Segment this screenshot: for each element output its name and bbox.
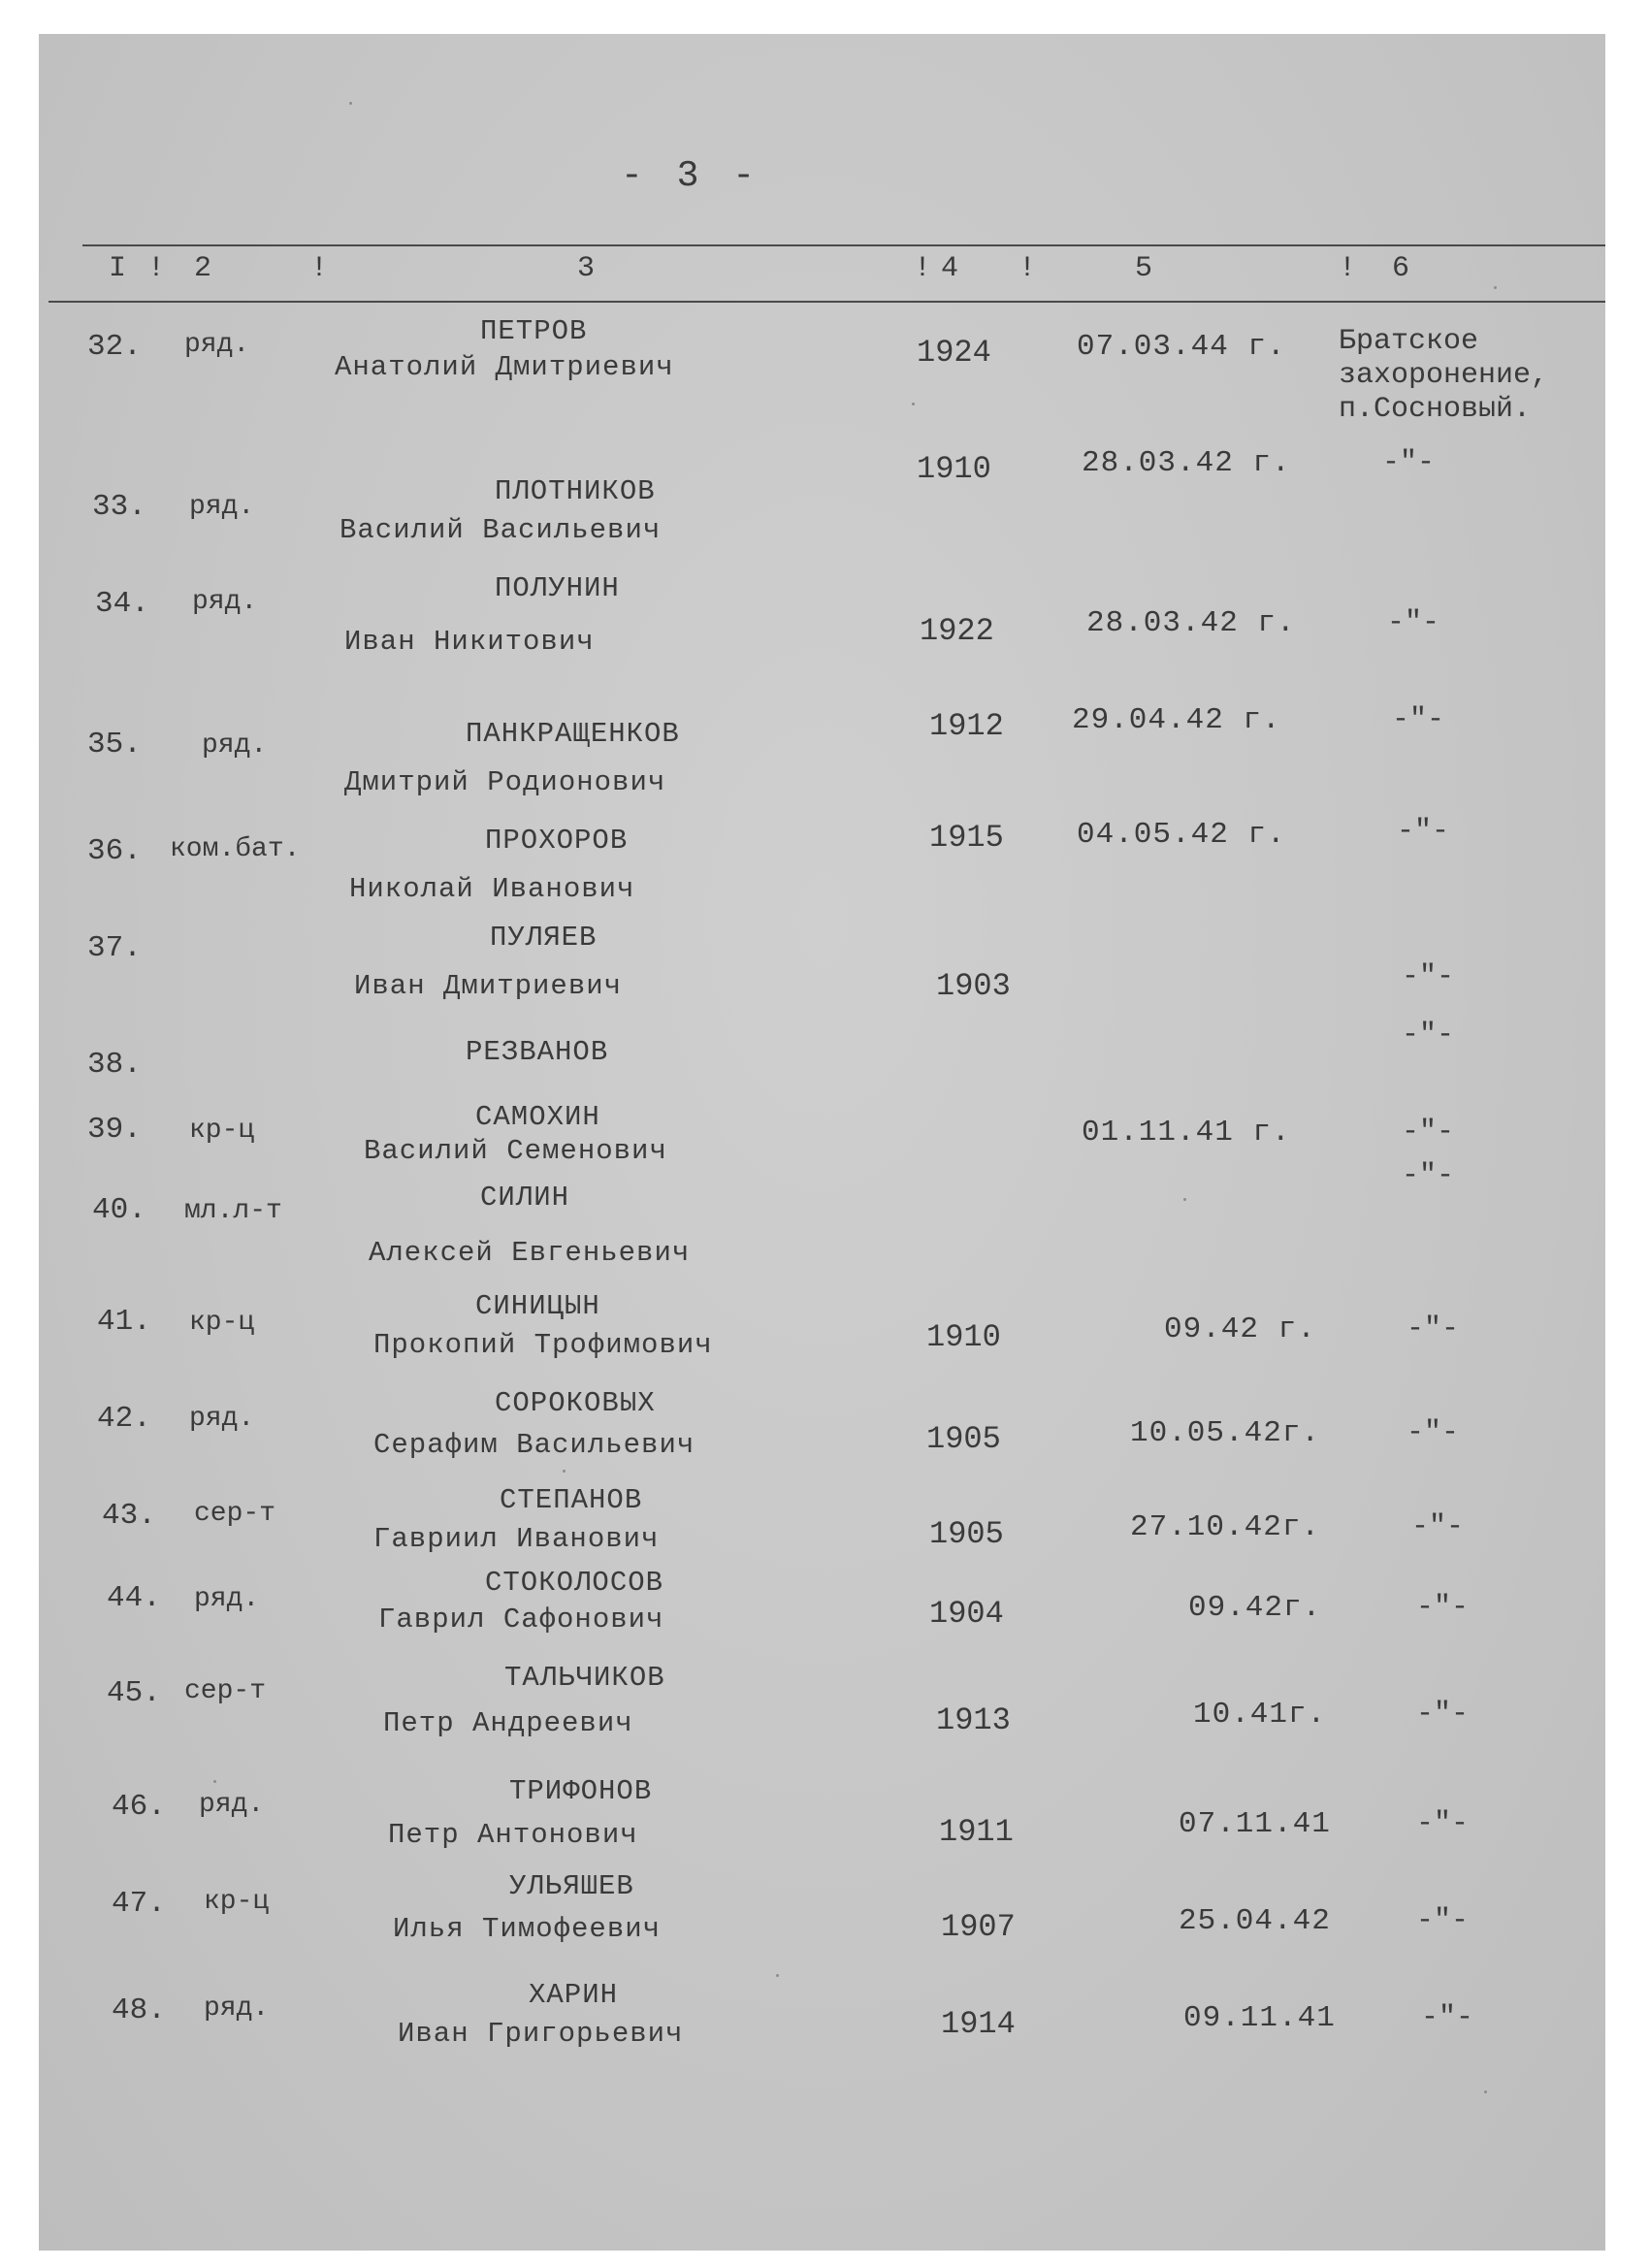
surname: ПАНКРАЩЕНКОВ — [466, 718, 680, 750]
rank: ряд. — [189, 492, 255, 522]
burial-place: -"- — [1421, 2001, 1474, 2034]
death-date: 09.42г. — [1188, 1591, 1322, 1625]
column-header-1: I — [109, 252, 127, 285]
surname: СИНИЦЫН — [475, 1290, 600, 1322]
paper-speck — [912, 403, 915, 405]
rank: ряд. — [204, 1993, 270, 2024]
death-date: 07.11.41 — [1179, 1807, 1331, 1841]
burial-place: -"- — [1406, 1416, 1460, 1449]
rank: кр-ц — [204, 1887, 270, 1917]
given-name: Василий Васильевич — [340, 514, 662, 546]
rank: кр-ц — [189, 1308, 255, 1338]
death-date: 10.41г. — [1193, 1698, 1327, 1732]
row-number: 40. — [92, 1193, 146, 1227]
row-number: 46. — [112, 1790, 166, 1824]
burial-place: -"- — [1402, 1019, 1455, 1052]
rank: мл.л-т — [184, 1196, 282, 1226]
row-number: 37. — [87, 931, 142, 965]
rank: ряд. — [189, 1404, 255, 1434]
column-header-6: 6 — [1392, 252, 1410, 285]
death-date: 25.04.42 — [1179, 1904, 1331, 1938]
row-number: 34. — [95, 587, 149, 621]
paper-speck — [1484, 2090, 1487, 2093]
death-date: 09.42 г. — [1164, 1312, 1316, 1346]
birth-year: 1911 — [939, 1814, 1014, 1850]
row-number: 39. — [87, 1113, 142, 1147]
surname: ТАЛЬЧИКОВ — [504, 1662, 665, 1694]
death-date: 28.03.42 г. — [1082, 446, 1291, 480]
surname: ПУЛЯЕВ — [490, 922, 598, 954]
column-separator: ! — [1018, 252, 1037, 285]
burial-place: -"- — [1416, 1807, 1470, 1840]
death-date: 07.03.44 г. — [1077, 330, 1286, 364]
column-header-2: 2 — [194, 252, 212, 285]
header-top-rule — [82, 244, 1605, 246]
row-number: 32. — [87, 330, 142, 364]
burial-place: -"- — [1402, 1159, 1455, 1192]
row-number: 45. — [107, 1676, 161, 1710]
death-date: 27.10.42г. — [1130, 1510, 1321, 1544]
birth-year: 1905 — [929, 1516, 1004, 1552]
page-number: - 3 - — [621, 155, 761, 197]
burial-place: -"- — [1402, 1116, 1455, 1149]
column-separator: ! — [310, 252, 329, 285]
burial-place: Братское — [1339, 325, 1479, 358]
given-name: Иван Дмитриевич — [354, 970, 623, 1002]
surname: ПЕТРОВ — [480, 315, 588, 347]
surname: РЕЗВАНОВ — [466, 1036, 609, 1068]
surname: ХАРИН — [529, 1979, 619, 2011]
death-date: 29.04.42 г. — [1072, 703, 1281, 737]
rank: сер-т — [184, 1676, 267, 1706]
death-date: 28.03.42 г. — [1086, 606, 1296, 640]
birth-year: 1905 — [926, 1421, 1001, 1457]
column-separator: ! — [1339, 252, 1357, 285]
birth-year: 1913 — [936, 1702, 1011, 1738]
given-name: Петр Антонович — [388, 1819, 638, 1851]
surname: СТОКОЛОСОВ — [485, 1567, 664, 1599]
row-number: 36. — [87, 834, 142, 868]
death-date: 09.11.41 — [1183, 2001, 1336, 2035]
paper-speck — [776, 1974, 779, 1977]
given-name: Гаврил Сафонович — [378, 1604, 664, 1636]
birth-year: 1903 — [936, 968, 1011, 1004]
birth-year: 1924 — [917, 335, 991, 371]
death-date: 04.05.42 г. — [1077, 818, 1286, 852]
birth-year: 1907 — [941, 1909, 1016, 1945]
birth-year: 1910 — [926, 1319, 1001, 1355]
paper-speck — [1183, 1198, 1186, 1201]
rank: ком.бат. — [170, 834, 301, 864]
burial-place: -"- — [1416, 1591, 1470, 1624]
rank: ряд. — [194, 1584, 260, 1614]
given-name: Алексей Евгеньевич — [369, 1237, 691, 1269]
row-number: 41. — [97, 1305, 151, 1339]
surname: ПОЛУНИН — [495, 572, 620, 604]
row-number: 38. — [87, 1048, 142, 1082]
rank: ряд. — [192, 587, 258, 617]
given-name: Илья Тимофеевич — [393, 1913, 662, 1945]
rank: кр-ц — [189, 1116, 255, 1146]
burial-place: -"- — [1392, 703, 1445, 736]
burial-place: -"- — [1397, 815, 1450, 848]
surname: ПЛОТНИКОВ — [495, 475, 656, 507]
paper-speck — [213, 1780, 216, 1783]
burial-place: -"- — [1416, 1904, 1470, 1937]
row-number: 43. — [102, 1499, 156, 1533]
death-date: 01.11.41 г. — [1082, 1116, 1291, 1150]
surname: СТЕПАНОВ — [500, 1484, 643, 1516]
given-name: Иван Григорьевич — [398, 2018, 684, 2050]
rank: ряд. — [199, 1790, 265, 1820]
surname: САМОХИН — [475, 1101, 600, 1133]
paper-speck — [349, 102, 352, 105]
burial-place: -"- — [1406, 1312, 1460, 1345]
given-name: Серафим Васильевич — [373, 1429, 695, 1461]
burial-place-line-3: п.Сосновый. — [1339, 393, 1532, 426]
surname: СОРОКОВЫХ — [495, 1387, 656, 1419]
rank: сер-т — [194, 1499, 276, 1529]
burial-place: -"- — [1382, 446, 1436, 479]
given-name: Анатолий Дмитриевич — [335, 351, 674, 383]
row-number: 35. — [87, 728, 142, 761]
surname: СИЛИН — [480, 1182, 570, 1214]
paper-speck — [1494, 286, 1497, 289]
birth-year: 1915 — [929, 820, 1004, 856]
surname: ПРОХОРОВ — [485, 825, 629, 857]
column-separator: ! — [914, 252, 932, 285]
death-date: 10.05.42г. — [1130, 1416, 1321, 1450]
birth-year: 1904 — [929, 1596, 1004, 1632]
column-separator: ! — [147, 252, 166, 285]
rank: ряд. — [184, 330, 250, 360]
paper-speck — [563, 1470, 566, 1473]
given-name: Иван Никитович — [344, 626, 595, 658]
burial-place: -"- — [1411, 1510, 1465, 1543]
burial-place: -"- — [1416, 1698, 1470, 1731]
burial-place-line-2: захоронение, — [1339, 359, 1549, 392]
given-name: Василий Семенович — [364, 1135, 667, 1167]
birth-year: 1914 — [941, 2006, 1016, 2042]
row-number: 44. — [107, 1581, 161, 1615]
document-page — [39, 34, 1605, 2251]
row-number: 42. — [97, 1402, 151, 1436]
given-name: Петр Андреевич — [383, 1707, 633, 1739]
column-header-4: 4 — [941, 252, 959, 285]
given-name: Николай Иванович — [349, 873, 635, 905]
given-name: Дмитрий Родионович — [344, 766, 666, 798]
row-number: 48. — [112, 1993, 166, 2027]
surname: ТРИФОНОВ — [509, 1775, 653, 1807]
birth-year: 1922 — [920, 613, 994, 649]
row-number: 47. — [112, 1887, 166, 1921]
rank: ряд. — [202, 730, 268, 761]
burial-place: -"- — [1402, 960, 1455, 993]
row-number: 33. — [92, 490, 146, 524]
given-name: Гавриил Иванович — [373, 1523, 660, 1555]
birth-year: 1912 — [929, 708, 1004, 744]
header-bottom-rule — [48, 301, 1605, 303]
given-name: Прокопий Трофимович — [373, 1329, 713, 1361]
burial-place: -"- — [1387, 606, 1440, 639]
birth-year: 1910 — [917, 451, 991, 487]
column-header-5: 5 — [1135, 252, 1153, 285]
surname: УЛЬЯШЕВ — [509, 1870, 634, 1902]
column-header-3: 3 — [577, 252, 596, 285]
